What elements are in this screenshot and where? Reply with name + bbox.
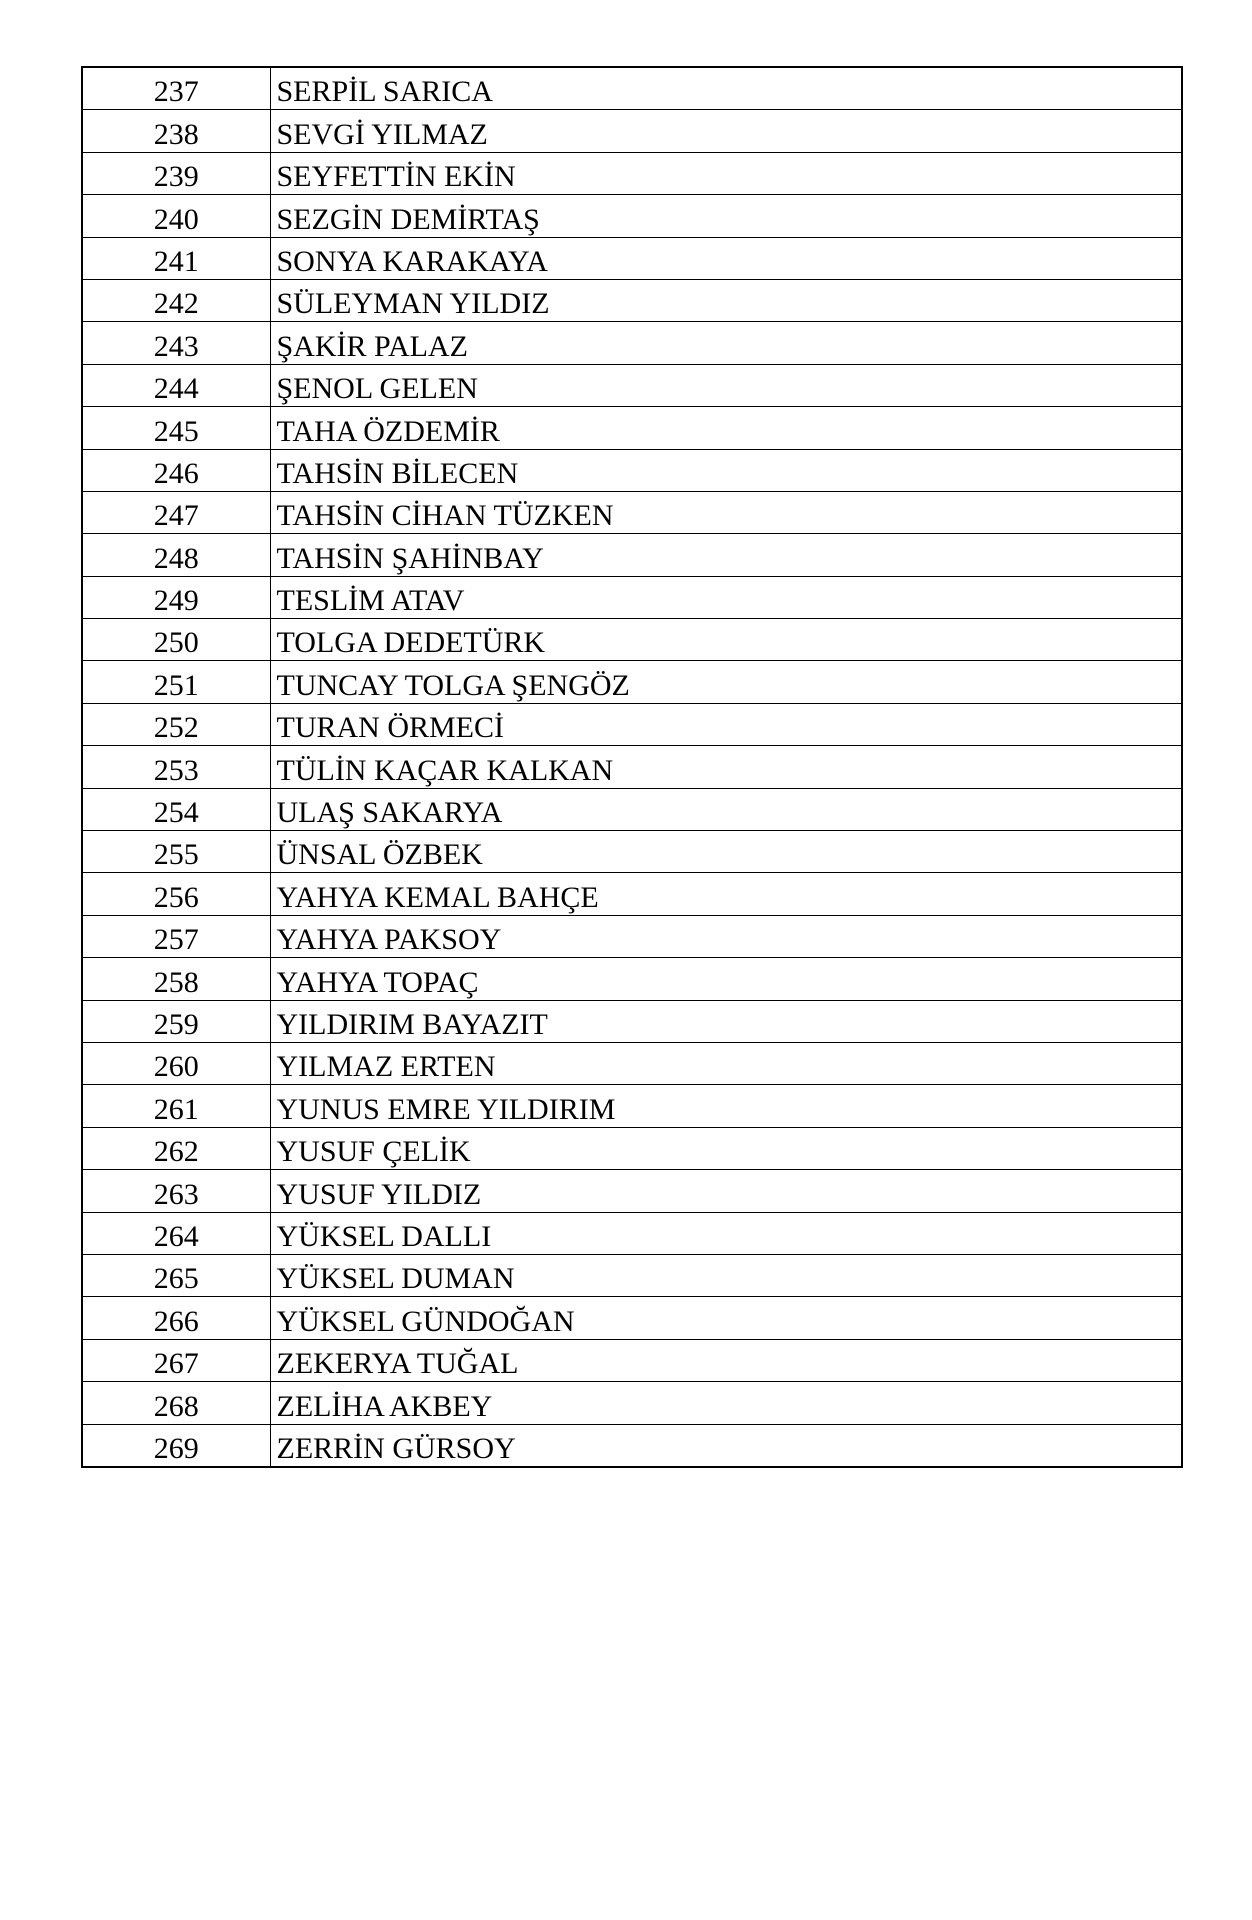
table-row: [82, 364, 1182, 406]
row-number-cell: 238: [82, 110, 270, 152]
person-name-cell: TESLİM ATAV: [270, 576, 1182, 618]
person-name-cell: YUSUF ÇELİK: [270, 1127, 1182, 1169]
table-row: [82, 407, 1182, 449]
table-row: [82, 1212, 1182, 1254]
table-row: [82, 237, 1182, 279]
table-row: [82, 1382, 1182, 1424]
row-number-cell: 268: [82, 1382, 270, 1424]
row-number-cell: 249: [82, 576, 270, 618]
person-name-cell: YÜKSEL DUMAN: [270, 1254, 1182, 1296]
table-row: [82, 1254, 1182, 1296]
row-number-cell: 260: [82, 1042, 270, 1084]
table-row: [82, 1424, 1182, 1467]
row-number-cell: 243: [82, 322, 270, 364]
table-row: [82, 67, 1182, 110]
row-number-cell: 255: [82, 831, 270, 873]
name-list-body: [82, 67, 1182, 1467]
table-row: [82, 322, 1182, 364]
row-number-cell: 265: [82, 1254, 270, 1296]
table-row: [82, 788, 1182, 830]
person-name-cell: ULAŞ SAKARYA: [270, 788, 1182, 830]
row-number-cell: 246: [82, 449, 270, 491]
row-number-cell: 242: [82, 279, 270, 321]
table-row: [82, 1170, 1182, 1212]
table-row: [82, 958, 1182, 1000]
person-name-cell: YÜKSEL DALLI: [270, 1212, 1182, 1254]
table-row: [82, 279, 1182, 321]
row-number-cell: 263: [82, 1170, 270, 1212]
row-number-cell: 253: [82, 746, 270, 788]
person-name-cell: YAHYA KEMAL BAHÇE: [270, 873, 1182, 915]
table-row: [82, 152, 1182, 194]
person-name-cell: SONYA KARAKAYA: [270, 237, 1182, 279]
row-number-cell: 258: [82, 958, 270, 1000]
table-row: [82, 1042, 1182, 1084]
row-number-cell: 267: [82, 1339, 270, 1381]
table-row: [82, 110, 1182, 152]
row-number-cell: 247: [82, 491, 270, 533]
table-row: [82, 831, 1182, 873]
table-row: [82, 1000, 1182, 1042]
person-name-cell: YUSUF YILDIZ: [270, 1170, 1182, 1212]
person-name-cell: ŞAKİR PALAZ: [270, 322, 1182, 364]
person-name-cell: TAHSİN ŞAHİNBAY: [270, 534, 1182, 576]
row-number-cell: 261: [82, 1085, 270, 1127]
row-number-cell: 244: [82, 364, 270, 406]
person-name-cell: SEYFETTİN EKİN: [270, 152, 1182, 194]
table-row: [82, 491, 1182, 533]
person-name-cell: SEZGİN DEMİRTAŞ: [270, 195, 1182, 237]
table-row: [82, 873, 1182, 915]
row-number-cell: 269: [82, 1424, 270, 1467]
row-number-cell: 241: [82, 237, 270, 279]
person-name-cell: YILMAZ ERTEN: [270, 1042, 1182, 1084]
table-row: [82, 746, 1182, 788]
row-number-cell: 264: [82, 1212, 270, 1254]
person-name-cell: TAHSİN CİHAN TÜZKEN: [270, 491, 1182, 533]
table-row: [82, 1127, 1182, 1169]
person-name-cell: SÜLEYMAN YILDIZ: [270, 279, 1182, 321]
row-number-cell: 266: [82, 1297, 270, 1339]
table-row: [82, 534, 1182, 576]
row-number-cell: 248: [82, 534, 270, 576]
person-name-cell: YAHYA TOPAÇ: [270, 958, 1182, 1000]
person-name-cell: YAHYA PAKSOY: [270, 915, 1182, 957]
person-name-cell: ZEKERYA TUĞAL: [270, 1339, 1182, 1381]
person-name-cell: TAHA ÖZDEMİR: [270, 407, 1182, 449]
row-number-cell: 254: [82, 788, 270, 830]
row-number-cell: 259: [82, 1000, 270, 1042]
table-row: [82, 619, 1182, 661]
person-name-cell: YÜKSEL GÜNDOĞAN: [270, 1297, 1182, 1339]
row-number-cell: 240: [82, 195, 270, 237]
row-number-cell: 239: [82, 152, 270, 194]
person-name-cell: TOLGA DEDETÜRK: [270, 619, 1182, 661]
person-name-cell: ŞENOL GELEN: [270, 364, 1182, 406]
table-row: [82, 1297, 1182, 1339]
table-row: [82, 703, 1182, 745]
row-number-cell: 251: [82, 661, 270, 703]
row-number-cell: 252: [82, 703, 270, 745]
table-row: [82, 915, 1182, 957]
person-name-cell: TUNCAY TOLGA ŞENGÖZ: [270, 661, 1182, 703]
table-row: [82, 195, 1182, 237]
person-name-cell: ÜNSAL ÖZBEK: [270, 831, 1182, 873]
person-name-cell: YILDIRIM BAYAZIT: [270, 1000, 1182, 1042]
row-number-cell: 256: [82, 873, 270, 915]
name-list-table: [81, 66, 1183, 1468]
person-name-cell: TAHSİN BİLECEN: [270, 449, 1182, 491]
person-name-cell: SERPİL SARICA: [270, 67, 1182, 110]
row-number-cell: 250: [82, 619, 270, 661]
row-number-cell: 262: [82, 1127, 270, 1169]
person-name-cell: SEVGİ YILMAZ: [270, 110, 1182, 152]
row-number-cell: 257: [82, 915, 270, 957]
table-row: [82, 1339, 1182, 1381]
person-name-cell: ZELİHA AKBEY: [270, 1382, 1182, 1424]
person-name-cell: TURAN ÖRMECİ: [270, 703, 1182, 745]
row-number-cell: 237: [82, 67, 270, 110]
table-row: [82, 576, 1182, 618]
person-name-cell: TÜLİN KAÇAR KALKAN: [270, 746, 1182, 788]
person-name-cell: YUNUS EMRE YILDIRIM: [270, 1085, 1182, 1127]
row-number-cell: 245: [82, 407, 270, 449]
table-row: [82, 661, 1182, 703]
table-row: [82, 449, 1182, 491]
person-name-cell: ZERRİN GÜRSOY: [270, 1424, 1182, 1467]
table-row: [82, 1085, 1182, 1127]
